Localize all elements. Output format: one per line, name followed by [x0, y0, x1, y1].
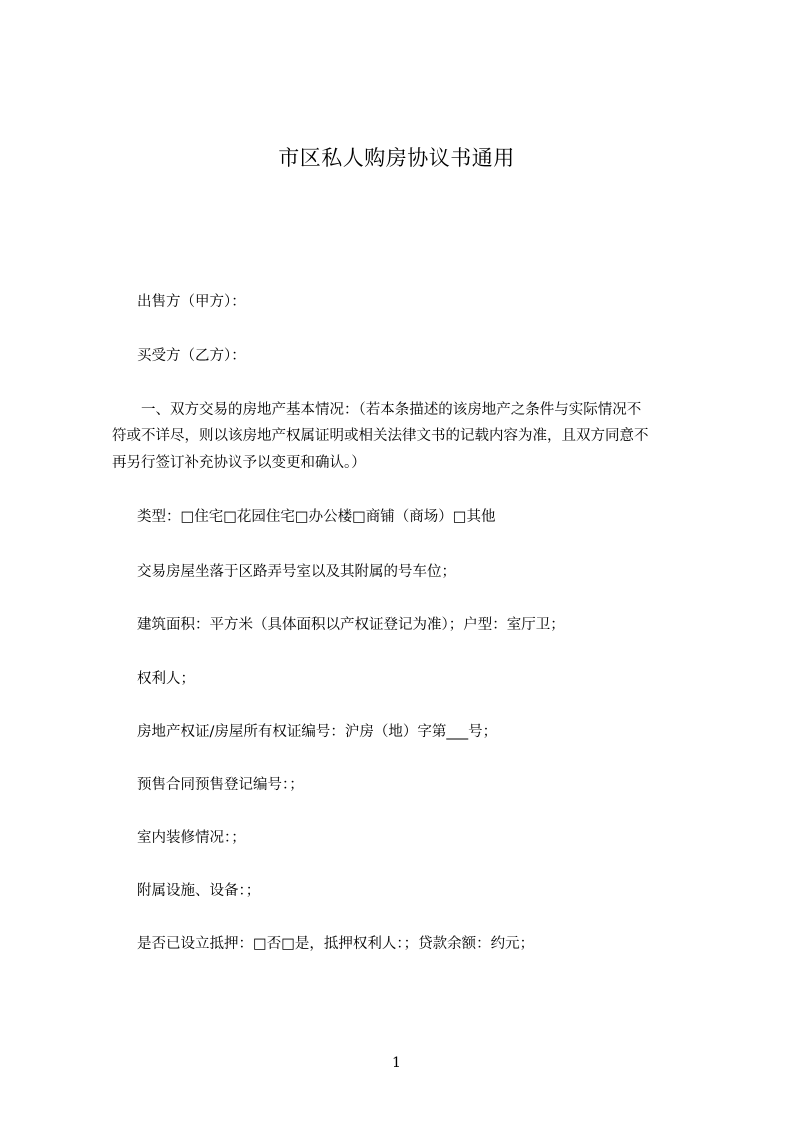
section1-line-2: 符或不详尽，则以该房地产权属证明或相关法律文书的记载内容为准，且双方同意不: [112, 428, 649, 444]
section1-line-1: 一、双方交易的房地产基本情况：（若本条描述的该房地产之条件与实际情况不: [141, 402, 642, 418]
owner-line: 权利人；: [137, 671, 195, 687]
buyer-line: 买受方（乙方）：: [137, 348, 246, 364]
certificate-line: 房地产权证/房屋所有权证编号：沪房（地）字第___号；: [137, 724, 498, 740]
decoration-line: 室内装修情况：；: [137, 830, 246, 846]
seller-line: 出售方（甲方）：: [137, 294, 246, 310]
type-line: 类型：□住宅□花园住宅□办公楼□商铺（商场）□其他: [137, 509, 496, 525]
document-title: 市区私人购房协议书通用: [278, 146, 515, 170]
location-line: 交易房屋坐落于区路弄号室以及其附属的号车位；: [137, 564, 456, 580]
presale-line: 预售合同预售登记编号：；: [137, 777, 304, 793]
facilities-line: 附属设施、设备：；: [137, 883, 261, 899]
mortgage-line: 是否已设立抵押：□否□是，抵押权利人：；贷款余额：约元；: [137, 936, 535, 952]
page-number: 1: [392, 1055, 401, 1071]
area-line: 建筑面积：平方米（具体面积以产权证登记为准）；户型：室厅卫；: [137, 617, 565, 633]
section1-line-3: 再另行签订补充协议予以变更和确认。）: [112, 455, 366, 471]
